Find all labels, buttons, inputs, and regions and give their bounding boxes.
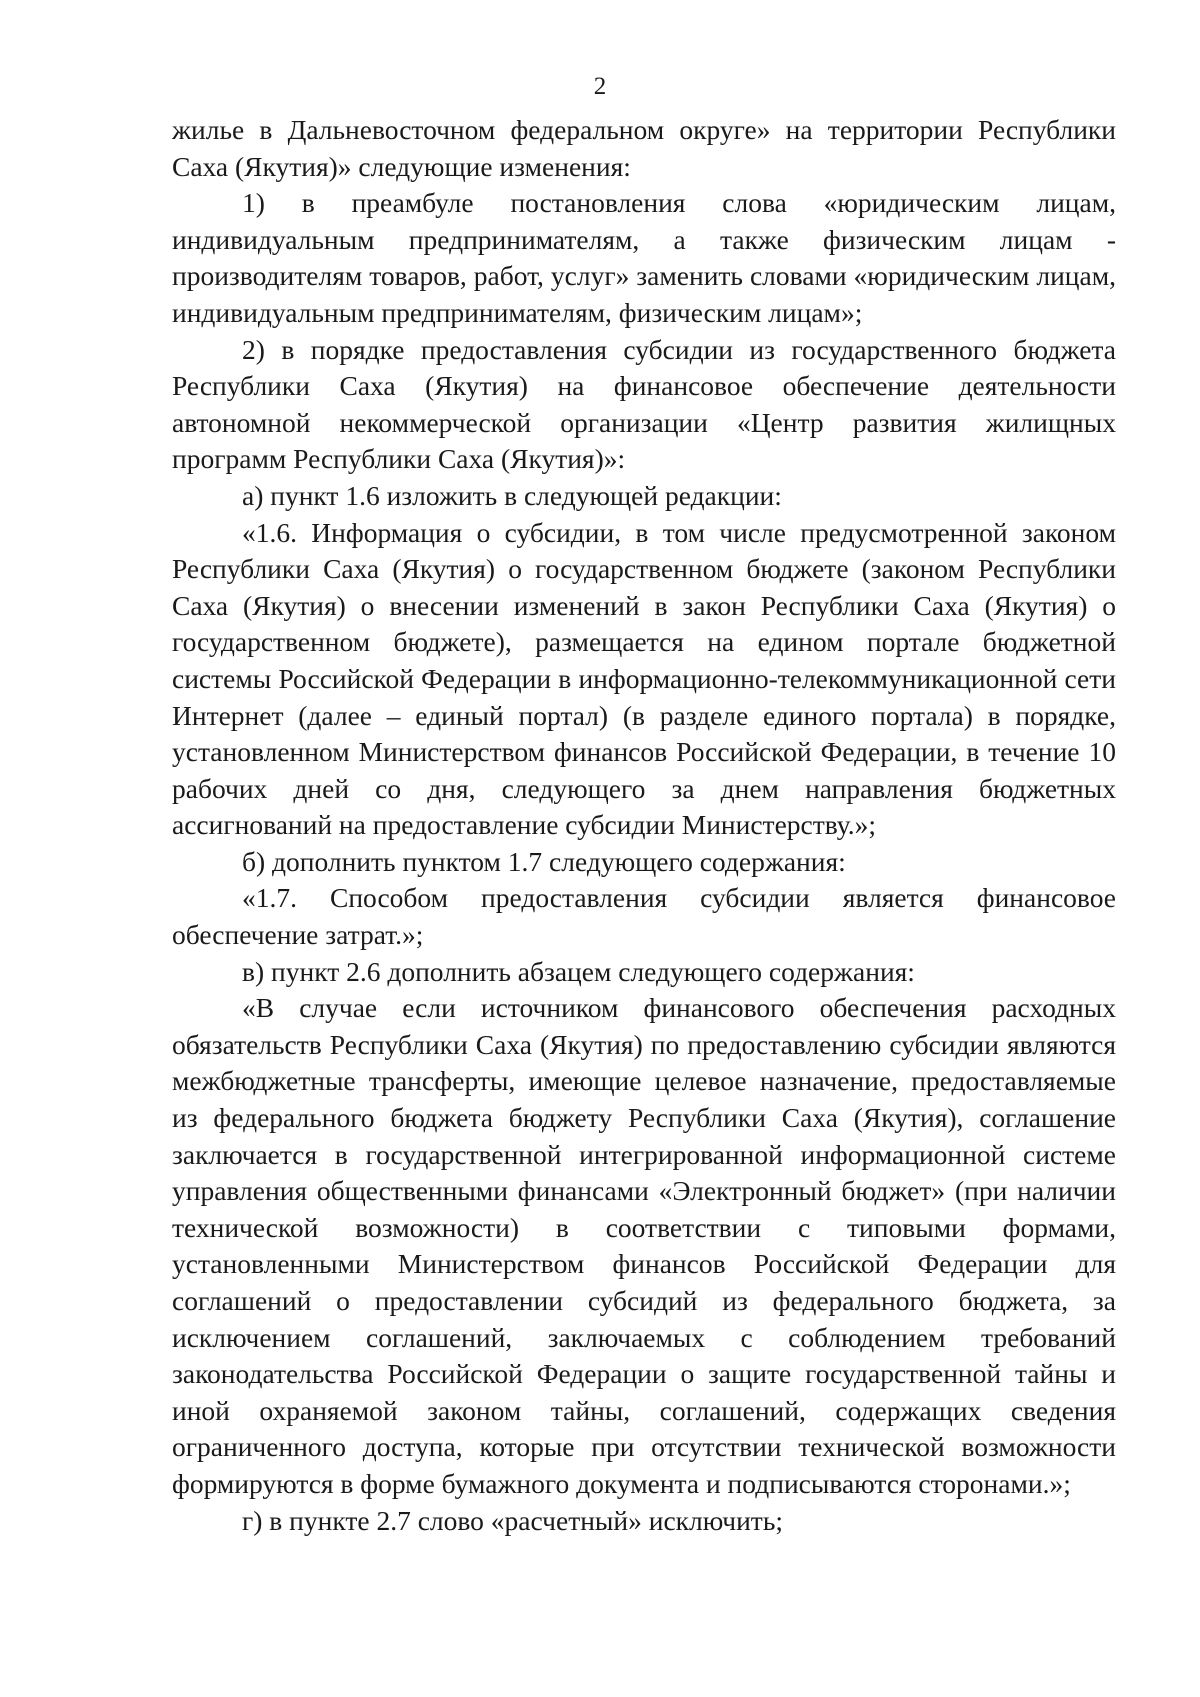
paragraph-subitem-v: в) пункт 2.6 дополнить абзацем следующего содержания: — [242, 955, 915, 987]
paragraph-subitem-a: а) пункт 1.6 изложить в следующей редакции: — [242, 479, 782, 511]
page-number: 2 — [593, 73, 607, 100]
paragraph-subitem-b: б) дополнить пунктом 1.7 следующего содержания: — [242, 845, 846, 877]
paragraph-intro: жилье в Дальневосточном федеральном округе» на территории Республики Саха (Якутия)» следующие изменения: — [172, 114, 1116, 182]
document-body — [172, 112, 1116, 1539]
paragraph-clause-2-6-addition: «В случае если источником финансового обеспечения расходных обязательств Республики Саха (Якутия) по предоставлению субсидии являются межбюджетные трансферты, имеющие целевое назначение, предоставляемые из федерального бюджета бюджету Республики Саха (Якутия), соглашение заключается в государственной интегрированной информационной системе управления общественными финансами «Электронный бюджет» (при наличии технической возможности) в соответствии с типовыми формами, установленными Министерством финансов Российской Федерации для соглашений о предоставлении субсидий из федерального бюджета, за исключением соглашений, заключаемых с соблюдением требований законодательства Российской Федерации о защите государственной тайны и иной охраняемой законом тайны, соглашений, содержащих сведения ограниченного доступа, которые при отсутствии технической возможности формируются в форме бумажного документа и подписываются сторонами.»; — [172, 992, 1116, 1499]
paragraph-item-2: 2) в порядке предоставления субсидии из государственного бюджета Республики Саха (Якутия) на финансовое обеспечение деятельности автономной некоммерческой организации «Центр развития жилищных программ Республики Саха (Якутия)»: — [172, 333, 1116, 475]
paragraph-subitem-g: г) в пункте 2.7 слово «расчетный» исключить; — [242, 1504, 784, 1536]
paragraph-clause-1-7: «1.7. Способом предоставления субсидии является финансовое обеспечение затрат.»; — [172, 882, 1116, 951]
paragraph-clause-1-6: «1.6. Информация о субсидии, в том числе предусмотренной законом Республики Саха (Якутия) о государственном бюджете (законом Республики Саха (Якутия) о внесении изменений в закон Республики Саха (Якутия) о государственном бюджете), размещается на едином портале бюджетной системы Российской Федерации в информационно-телекоммуникационной сети Интернет (далее – единый портал) (в разделе единого портала) в порядке, установленном Министерством финансов Российской Федерации, в течение 10 рабочих дней со дня, следующего за днем направления бюджетных ассигнований на предоставление субсидии Министерству.»; — [172, 516, 1116, 841]
paragraph-item-1: 1) в преамбуле постановления слова «юридическим лицам, индивидуальным предпринимателям, а также физическим лицам - производителям товаров, работ, услуг» заменить словами «юридическим лицам, индивидуальным предпринимателям, физическим лицам»; — [172, 187, 1116, 328]
